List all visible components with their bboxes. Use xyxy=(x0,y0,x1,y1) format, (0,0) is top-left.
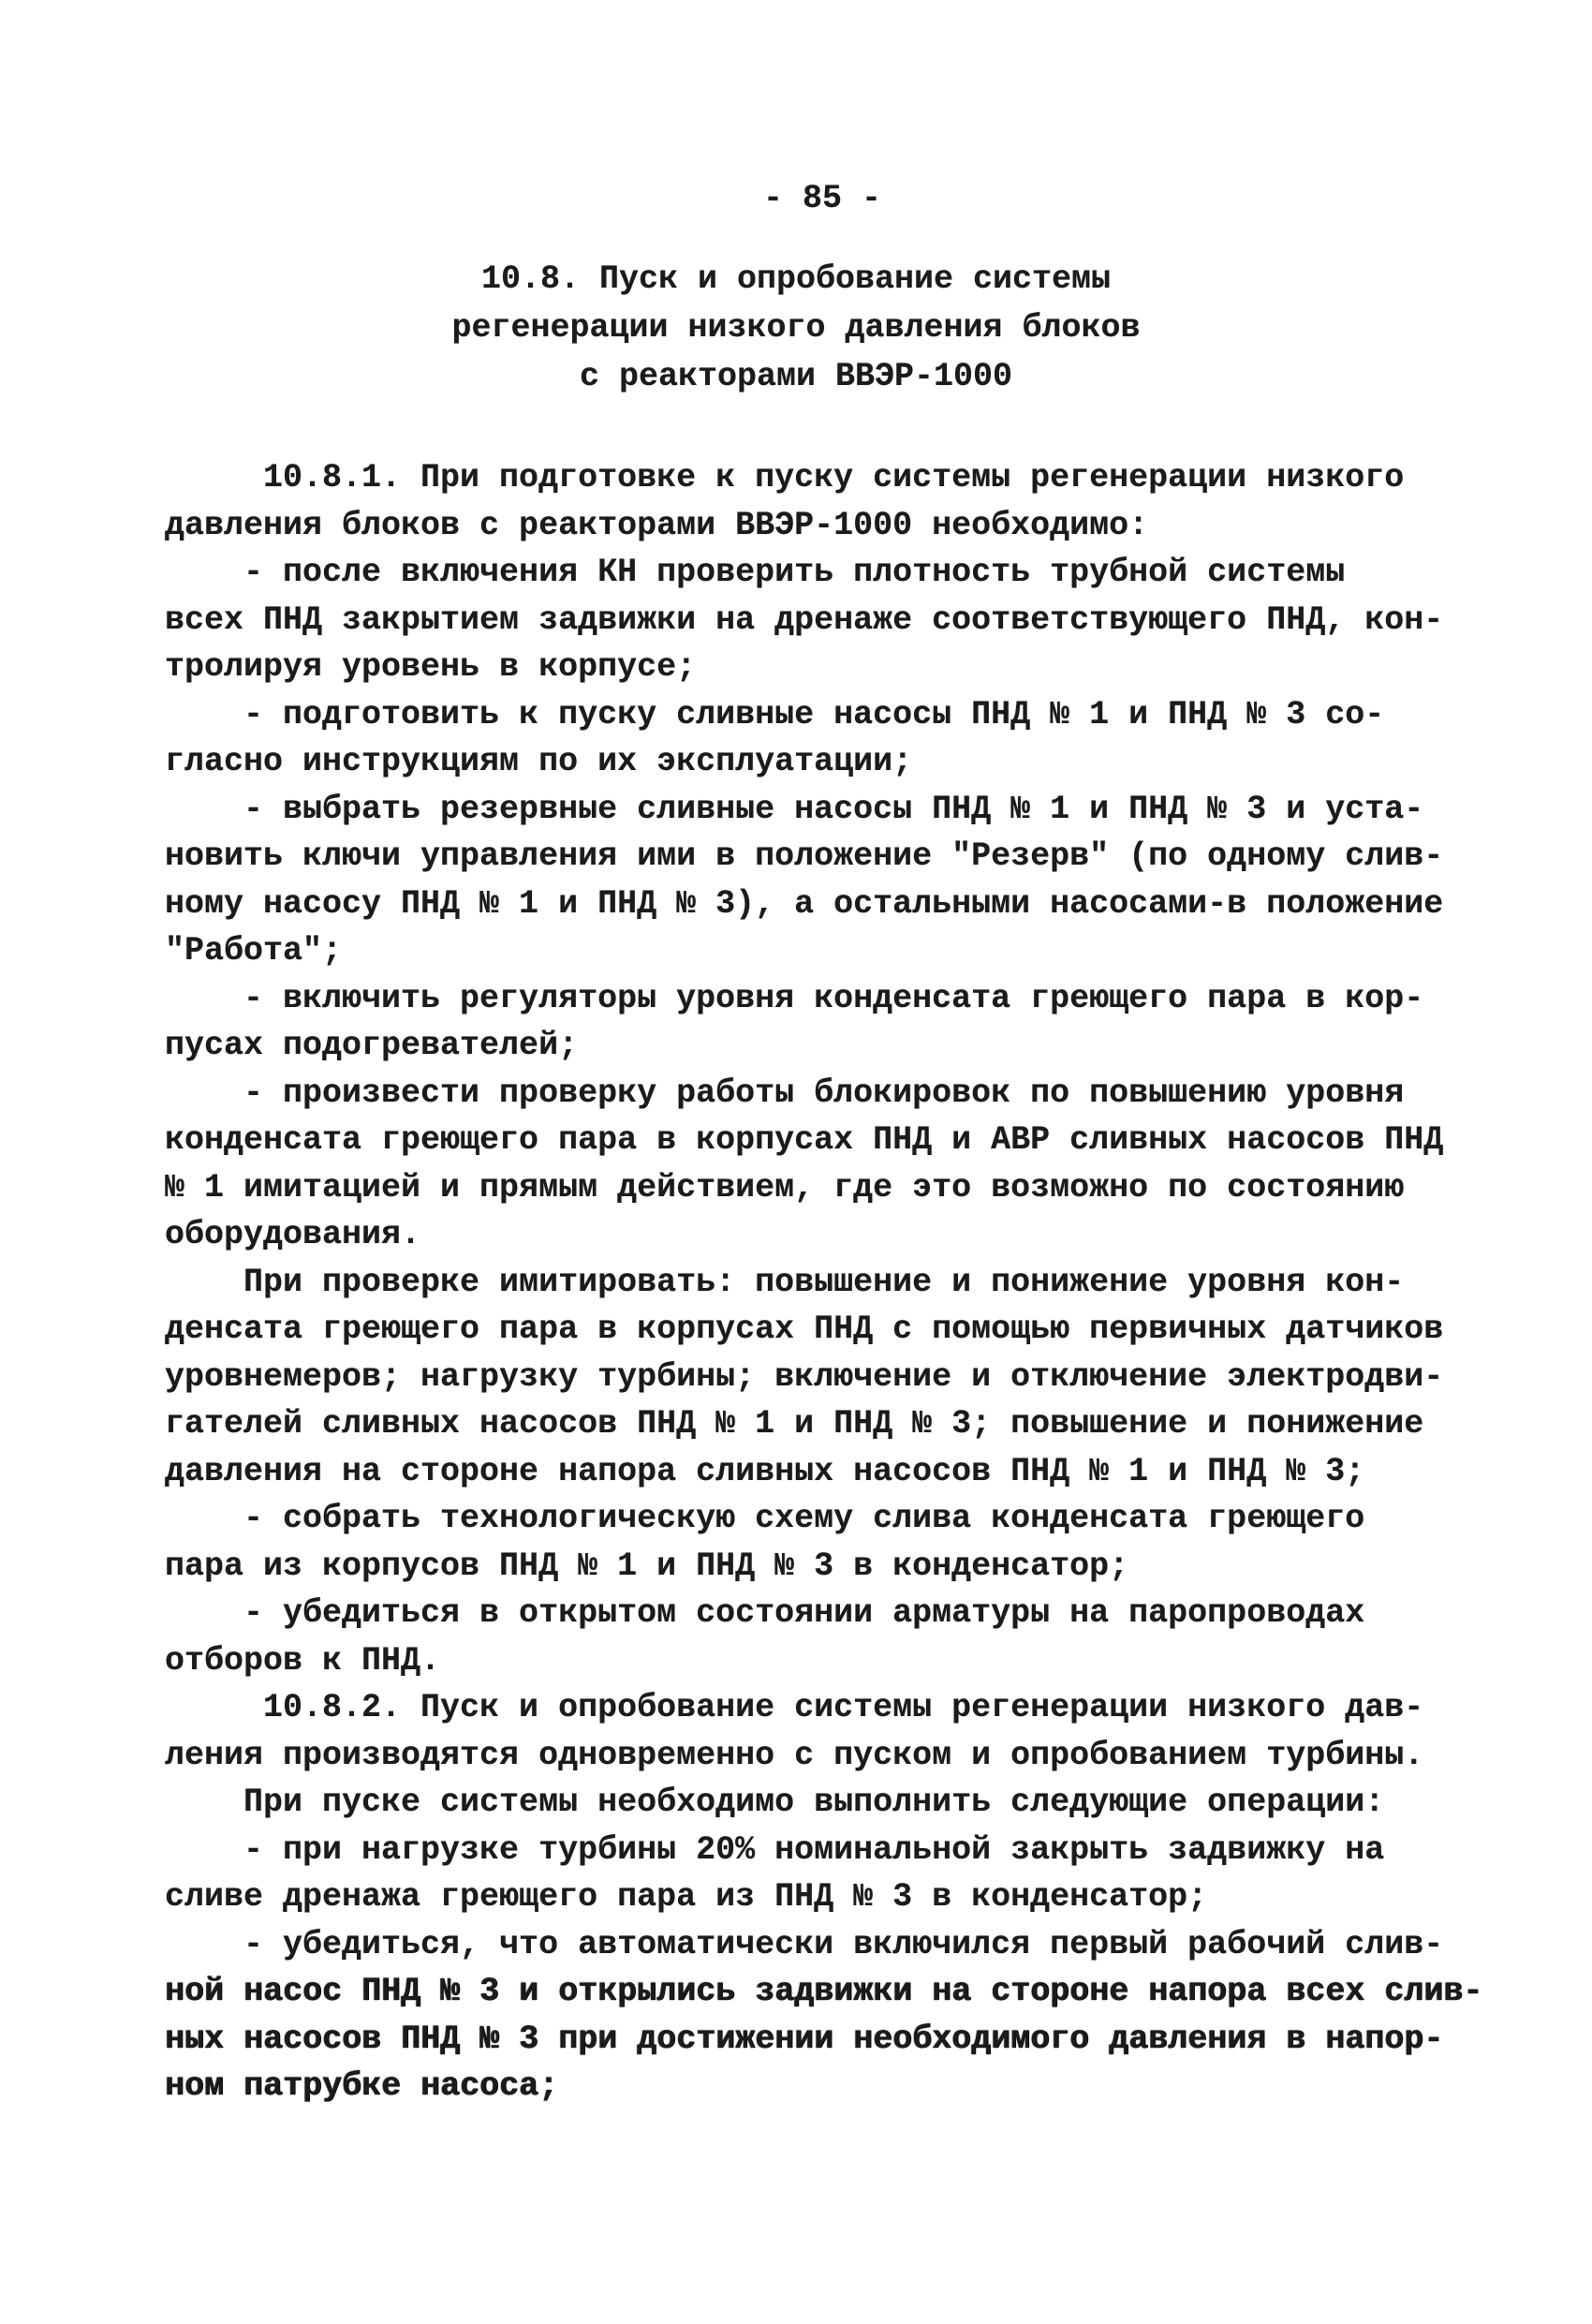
text-line: - выбрать резервные сливные насосы ПНД № 1 и ПНД № 3 и уста- xyxy=(165,790,1424,828)
text-line: тролируя уровень в корпусе; xyxy=(165,648,697,686)
text-line: пусах подогревателей; xyxy=(165,1027,579,1064)
text-line: - убедиться в открытом состоянии арматуры на паропроводах xyxy=(165,1594,1365,1632)
text-line: При пуске системы необходимо выполнить следующие операции: xyxy=(165,1784,1385,1821)
text-line: гателей сливных насосов ПНД № 1 и ПНД № 3; повышение и понижение xyxy=(165,1405,1424,1443)
text-line: конденсата греющего пара в корпусах ПНД и АВР сливных насосов ПНД xyxy=(165,1121,1444,1159)
body-text-block xyxy=(165,454,1482,2110)
page-number: - 85 - xyxy=(762,180,882,217)
text-line: денсата греющего пара в корпусах ПНД с помощью первичных датчиков xyxy=(165,1310,1444,1348)
heading-line-2: регенерации низкого давления блоков xyxy=(451,309,1141,347)
text-line: ной насос ПНД № 3 и открылись задвижки на стороне напора всех слив- xyxy=(165,1973,1483,2010)
heading-line-3: с реакторами ВВЭР-1000 xyxy=(579,358,1013,395)
text-line: - произвести проверку работы блокировок по повышению уровня xyxy=(165,1073,1405,1112)
text-line: давления блоков с реакторами ВВЭР-1000 необходимо: xyxy=(165,506,1149,544)
text-line: ления производятся одновременно с пуском и опробованием турбины. xyxy=(165,1736,1424,1774)
text-line: давления на стороне напора сливных насосов ПНД № 1 и ПНД № 3; xyxy=(165,1452,1365,1490)
text-line: ных насосов ПНД № 3 при достижении необходимого давления в напор- xyxy=(165,2020,1444,2058)
text-line: 10.8.2. Пуск и опробование системы регенерации низкого дав- xyxy=(165,1689,1424,1726)
text-line: № 1 имитацией и прямым действием, где это возможно по состоянию xyxy=(165,1168,1405,1206)
text-line: - подготовить к пуску сливные насосы ПНД № 1 и ПНД № 3 со- xyxy=(165,695,1385,733)
text-line: При проверке имитировать: повышение и понижение уровня кон- xyxy=(165,1263,1405,1301)
text-line: гласно инструкциям по их эксплуатации; xyxy=(165,743,913,780)
text-line: новить ключи управления ими в положение "Резерв" (по одному слив- xyxy=(165,837,1444,875)
text-line: уровнемеров; нагрузку турбины; включение и отключение электродви- xyxy=(165,1357,1444,1396)
section-heading xyxy=(0,255,1592,401)
text-line: 10.8.1. При подготовке к пуску системы регенерации низкого xyxy=(165,459,1405,496)
text-line: ному насосу ПНД № 1 и ПНД № 3), а остальными насосами-в положение xyxy=(165,884,1444,923)
text-line: оборудования. xyxy=(165,1216,421,1253)
text-line: ном патрубке насоса; xyxy=(165,2067,559,2105)
text-line: "Работа"; xyxy=(165,932,343,970)
heading-line-1: 10.8. Пуск и опробование системы xyxy=(480,260,1112,298)
text-line: - собрать технологическую схему слива конденсата греющего xyxy=(165,1500,1365,1537)
text-line: всех ПНД закрытием задвижки на дренаже соответствующего ПНД, кон- xyxy=(165,600,1444,639)
text-line: пара из корпусов ПНД № 1 и ПНД № 3 в конденсатор; xyxy=(165,1547,1129,1585)
text-line: сливе дренажа греющего пара из ПНД № 3 в конденсатор; xyxy=(165,1878,1208,1916)
text-line: - при нагрузке турбины 20% номинальной закрыть задвижку на xyxy=(165,1830,1385,1869)
text-line: - после включения КН проверить плотность трубной системы xyxy=(165,554,1346,591)
text-line: - включить регуляторы уровня конденсата греющего пара в кор- xyxy=(165,979,1424,1017)
text-line: отборов к ПНД. xyxy=(165,1641,441,1680)
text-line: - убедиться, что автоматически включился первый рабочий слив- xyxy=(165,1925,1444,1963)
